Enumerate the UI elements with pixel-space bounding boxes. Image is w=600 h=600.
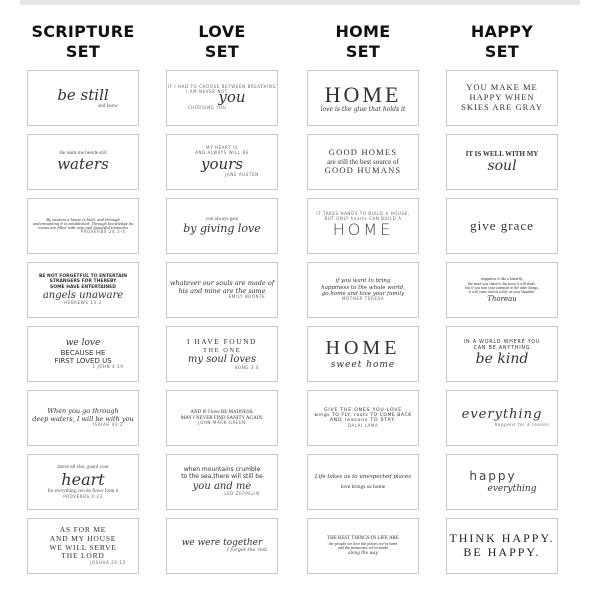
card-text: give grace xyxy=(470,217,534,233)
print-card[interactable] xyxy=(27,390,139,446)
card-text: we love xyxy=(65,338,101,349)
print-card[interactable] xyxy=(27,454,139,510)
card-text: along the way xyxy=(348,550,378,556)
card-text: my soul loves xyxy=(187,354,257,365)
card-text: I forget the rest xyxy=(226,547,268,554)
column-home xyxy=(305,22,421,556)
card-text: CHOOSING YOU xyxy=(187,104,227,110)
card-text: He leads me beside still xyxy=(59,150,107,156)
card-text: 1 JOHN 4:19 xyxy=(92,363,124,369)
card-text: I AM NEVER NOT xyxy=(186,89,228,95)
card-text: I HAVE FOUND xyxy=(187,336,257,346)
top-divider xyxy=(20,0,580,5)
print-card[interactable] xyxy=(446,262,558,318)
card-text: be still xyxy=(57,85,109,104)
card-text: happiness to the whole world, xyxy=(321,284,405,291)
card-text: soul xyxy=(487,157,517,174)
card-text: FIRST LOVED US xyxy=(54,356,112,365)
card-text: everything xyxy=(461,407,543,423)
card-text: are still the best source of xyxy=(327,157,399,166)
print-card[interactable] xyxy=(307,454,419,510)
card-text: and the memories we've made xyxy=(337,545,389,551)
print-card[interactable] xyxy=(166,198,278,254)
card-text: but if you turn your attention to the other things, xyxy=(465,285,539,290)
print-card[interactable] xyxy=(166,454,278,510)
card-text: SKIES ARE GRAY xyxy=(461,101,543,112)
card-text: THE BEST THINGS IN LIFE ARE xyxy=(327,535,399,541)
card-text: THINK HAPPY. xyxy=(449,531,555,546)
column-happy xyxy=(444,22,560,559)
print-card[interactable] xyxy=(307,134,419,190)
column-title-line1: HAPPY xyxy=(470,22,534,41)
card-text: JOSHUA 24:15 xyxy=(90,559,126,565)
card-text: AND IF I love BE MADNESS, xyxy=(190,409,254,415)
print-card[interactable] xyxy=(446,198,558,254)
card-text: When you go through xyxy=(47,407,119,416)
card-text: rooms are filled with rare and beautiful treasures xyxy=(37,225,129,230)
card-text: BE NOT FORGETFUL TO ENTERTAIN xyxy=(38,274,127,280)
card-text: above all else, guard your xyxy=(57,464,109,470)
column-title-line1: LOVE xyxy=(198,22,246,41)
card-text: GOOD HOMES xyxy=(328,147,398,158)
card-text: you xyxy=(218,87,246,106)
print-card[interactable] xyxy=(166,134,278,190)
print-card[interactable] xyxy=(307,70,419,126)
print-card[interactable] xyxy=(446,454,558,510)
card-text: sweet home xyxy=(330,360,396,371)
print-card[interactable] xyxy=(446,390,558,446)
card-text: ISAIAH 43:2 xyxy=(92,422,124,428)
card-text: MOTHER TERESA xyxy=(341,296,385,302)
card-text: understanding it is established; Through knowledge its xyxy=(32,221,134,226)
card-text: deep waters, I will be with you xyxy=(32,414,134,423)
card-text: waters xyxy=(57,155,109,174)
card-text: THE LORD xyxy=(61,551,105,561)
card-text: AND ALWAYS WILL BE xyxy=(194,150,250,156)
card-text: LED ZEPPELIN xyxy=(224,491,260,497)
card-text: AND MY HOUSE xyxy=(49,534,117,544)
card-text: PROVERBS 24:3-4 xyxy=(80,228,126,234)
card-text: the more you chase it, the more it will elude, xyxy=(468,281,536,286)
card-text: CAN BE ANYTHING xyxy=(473,345,531,351)
print-card[interactable] xyxy=(446,518,558,574)
print-card[interactable] xyxy=(307,518,419,574)
card-text: if you want to bring xyxy=(335,278,391,285)
card-text: and know xyxy=(98,103,118,109)
card-text: you and me xyxy=(192,480,252,492)
card-text: angels unaware xyxy=(42,289,124,301)
print-card[interactable] xyxy=(307,390,419,446)
card-text: it will come and sit softly on your shoulder. xyxy=(468,290,536,295)
column-title-line2: SET xyxy=(65,42,101,61)
card-text: SONG 3:4 xyxy=(234,364,260,370)
card-text: STRANGERS FOR THEREBY xyxy=(49,279,117,285)
card-text: YOU MAKE ME xyxy=(466,82,538,93)
card-text: to the sea,there will still be xyxy=(181,472,263,480)
card-text: MY HEART IS xyxy=(206,145,238,151)
card-text: By wisdom a house is built, and through xyxy=(46,217,120,222)
card-text: HOME xyxy=(332,220,394,240)
print-card[interactable] xyxy=(446,134,558,190)
card-text: HAPPY WHEN xyxy=(469,92,535,103)
card-text: love brings us home xyxy=(340,483,386,490)
card-text: Thoreau xyxy=(487,294,517,303)
card-text: IF I HAD TO CHOOSE BETWEEN BREATHING xyxy=(167,84,277,90)
column-love xyxy=(164,22,280,554)
print-card[interactable] xyxy=(166,518,278,574)
card-text: Life takes us to unexpected places xyxy=(314,474,412,481)
card-text: BECAUSE HE xyxy=(60,348,106,357)
card-text: heart xyxy=(61,469,105,489)
column-title-line2: SET xyxy=(484,42,520,61)
column-title-line1: HOME xyxy=(335,22,391,41)
column-title-line1: SCRIPTURE xyxy=(31,22,135,41)
print-card[interactable] xyxy=(166,326,278,382)
card-text: whatever our souls are made of xyxy=(169,279,275,288)
card-text: JOHN MARK GREEN xyxy=(198,420,246,426)
card-text: EMILY BRONTE xyxy=(228,294,266,300)
card-text: IN A WORLD WHERE YOU xyxy=(463,340,541,346)
card-text: wings TO FLY, roots TO COME BACK xyxy=(314,413,412,419)
print-card[interactable] xyxy=(307,326,419,382)
card-text: you always gain xyxy=(205,216,239,222)
card-text: THE ONE xyxy=(202,346,242,354)
card-text: GIVE THE ONES YOU LOVE xyxy=(324,407,402,413)
card-text: yours xyxy=(200,154,244,173)
card-text: SOME HAVE ENTERTAINED xyxy=(50,284,116,290)
card-text: happy xyxy=(469,468,517,483)
print-card[interactable] xyxy=(307,262,419,318)
print-card[interactable] xyxy=(307,198,419,254)
column-title-line2: SET xyxy=(204,42,240,61)
card-text: BUT ONLY hearts CAN BUILD A xyxy=(324,215,402,221)
card-text: his and mine are the same xyxy=(178,286,266,295)
print-card[interactable] xyxy=(27,70,139,126)
card-text: IT IS WELL WITH MY xyxy=(465,149,539,158)
card-text: by giving love xyxy=(183,221,261,235)
print-card[interactable] xyxy=(27,326,139,382)
print-card[interactable] xyxy=(166,262,278,318)
card-text: the people we love the places we've been xyxy=(328,540,398,546)
card-text: AND reasons TO STAY. xyxy=(329,418,397,424)
card-text: happens for a reason xyxy=(494,422,550,428)
print-card[interactable] xyxy=(27,134,139,190)
card-text: love is the glue that holds it xyxy=(320,106,406,114)
card-text: go home and love your family xyxy=(321,290,405,297)
card-text: IT TAKES HANDS TO BUILD A HOUSE, xyxy=(316,211,410,217)
card-text: AS FOR ME xyxy=(59,525,107,535)
card-text: BE HAPPY. xyxy=(463,545,541,559)
card-text: MAY I NEVER FIND SANITY AGAIN. xyxy=(180,415,264,421)
card-text: be kind xyxy=(475,351,529,368)
column-title xyxy=(164,22,280,66)
card-text: HOME xyxy=(324,81,402,107)
card-text: when mountains crumble xyxy=(183,466,261,474)
column-title-line2: SET xyxy=(345,42,381,61)
print-card[interactable] xyxy=(446,326,558,382)
card-text: GOOD HUMANS xyxy=(324,165,402,176)
card-text: WE WILL SERVE xyxy=(49,542,117,552)
card-text: happiness is like a butterfly xyxy=(481,277,523,282)
print-card[interactable] xyxy=(27,262,139,318)
print-card[interactable] xyxy=(27,518,139,574)
column-scripture xyxy=(25,22,141,565)
card-text: for everything you do flows from it xyxy=(47,488,119,494)
print-card[interactable] xyxy=(166,70,278,126)
print-card[interactable] xyxy=(446,70,558,126)
card-text: HOME xyxy=(325,337,401,360)
card-text: everything xyxy=(487,483,537,494)
card-text: JANE AUSTEN xyxy=(225,171,259,177)
column-title xyxy=(25,22,141,66)
card-text: PROVERBS 4:23 xyxy=(63,493,103,499)
column-title xyxy=(444,22,560,66)
print-card[interactable] xyxy=(27,198,139,254)
print-card[interactable] xyxy=(166,390,278,446)
card-text: HEBREWS 13:2 xyxy=(64,300,102,306)
card-text: DALAI LAMA xyxy=(347,422,379,428)
column-title xyxy=(305,22,421,66)
card-text: we were together xyxy=(181,537,263,548)
